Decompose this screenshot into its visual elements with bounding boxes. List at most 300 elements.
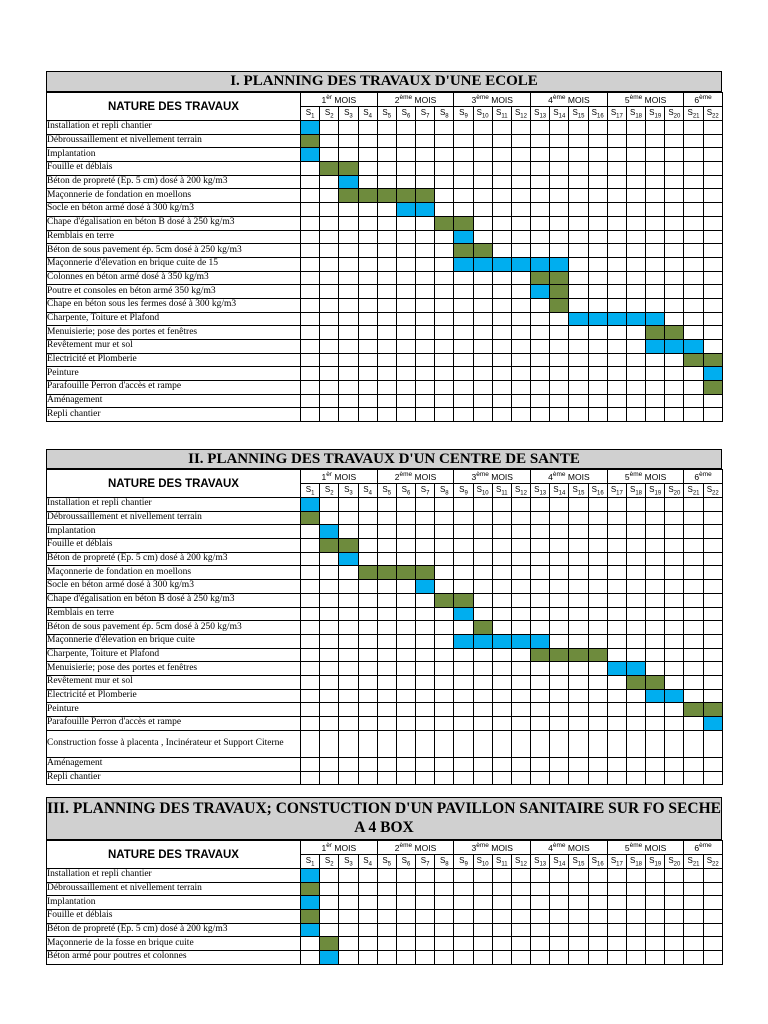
section-title: II. PLANNING DES TRAVAUX D'UN CENTRE DE SANTE bbox=[46, 449, 722, 469]
gantt-bar-green bbox=[301, 134, 320, 148]
task-label: Installation et repli chantier bbox=[47, 121, 301, 135]
gantt-cell bbox=[569, 121, 588, 135]
gantt-cell bbox=[665, 634, 684, 648]
gantt-cell bbox=[396, 498, 415, 512]
gantt-cell bbox=[416, 230, 435, 244]
gantt-cell bbox=[703, 758, 722, 772]
gantt-cell bbox=[684, 552, 703, 566]
gantt-cell bbox=[531, 539, 550, 553]
gantt-cell bbox=[435, 869, 454, 883]
task-label: Béton armé pour poutres et colonnes bbox=[47, 951, 301, 965]
gantt-cell bbox=[665, 882, 684, 896]
month-header: $1^{èr}$ MOIS bbox=[301, 93, 378, 107]
gantt-cell bbox=[626, 244, 645, 258]
gantt-cell bbox=[646, 882, 665, 896]
gantt-cell bbox=[339, 367, 358, 381]
gantt-cell bbox=[377, 498, 396, 512]
gantt-cell bbox=[358, 175, 377, 189]
gantt-cell bbox=[646, 910, 665, 924]
week-header: $S_8$ bbox=[435, 107, 454, 121]
gantt-cell bbox=[588, 552, 607, 566]
gantt-cell bbox=[607, 353, 626, 367]
gantt-cell bbox=[550, 580, 569, 594]
gantt-cell bbox=[550, 394, 569, 408]
gantt-cell bbox=[665, 162, 684, 176]
gantt-cell bbox=[473, 937, 492, 951]
gantt-cell bbox=[396, 285, 415, 299]
gantt-cell bbox=[377, 326, 396, 340]
gantt-cell bbox=[646, 869, 665, 883]
gantt-cell bbox=[320, 593, 339, 607]
gantt-cell bbox=[454, 896, 473, 910]
task-row bbox=[47, 353, 723, 367]
gantt-cell bbox=[416, 771, 435, 785]
gantt-bar-blue bbox=[511, 634, 530, 648]
gantt-cell bbox=[531, 381, 550, 395]
gantt-cell bbox=[339, 408, 358, 422]
gantt-bar-blue bbox=[454, 634, 473, 648]
week-header: $S_5$ bbox=[377, 107, 396, 121]
gantt-cell bbox=[607, 882, 626, 896]
task-label: Chape en béton sous les fermes dosé à 300 kg/m3 bbox=[47, 298, 301, 312]
gantt-cell bbox=[377, 951, 396, 965]
gantt-cell bbox=[473, 134, 492, 148]
task-label: Aménagement bbox=[47, 394, 301, 408]
gantt-cell bbox=[473, 353, 492, 367]
gantt-cell bbox=[358, 580, 377, 594]
gantt-cell bbox=[511, 896, 530, 910]
gantt-cell bbox=[358, 882, 377, 896]
gantt-cell bbox=[358, 230, 377, 244]
gantt-cell bbox=[511, 923, 530, 937]
gantt-cell bbox=[531, 244, 550, 258]
gantt-cell bbox=[569, 285, 588, 299]
gantt-cell bbox=[550, 381, 569, 395]
task-row bbox=[47, 675, 723, 689]
task-row bbox=[47, 203, 723, 217]
gantt-cell bbox=[377, 910, 396, 924]
gantt-cell bbox=[626, 923, 645, 937]
gantt-cell bbox=[607, 134, 626, 148]
gantt-cell bbox=[301, 689, 320, 703]
gantt-bar-blue bbox=[703, 367, 722, 381]
gantt-cell bbox=[396, 381, 415, 395]
gantt-cell bbox=[646, 703, 665, 717]
gantt-cell bbox=[320, 552, 339, 566]
gantt-cell bbox=[626, 552, 645, 566]
gantt-cell bbox=[492, 566, 511, 580]
gantt-cell bbox=[301, 566, 320, 580]
gantt-cell bbox=[703, 203, 722, 217]
gantt-cell bbox=[416, 937, 435, 951]
gantt-cell bbox=[588, 271, 607, 285]
gantt-cell bbox=[454, 285, 473, 299]
gantt-cell bbox=[550, 216, 569, 230]
gantt-cell bbox=[665, 367, 684, 381]
gantt-cell bbox=[607, 285, 626, 299]
gantt-cell bbox=[320, 244, 339, 258]
gantt-cell bbox=[569, 689, 588, 703]
task-label: Socle en béton armé dosé à 300 kg/m3 bbox=[47, 580, 301, 594]
gantt-cell bbox=[569, 189, 588, 203]
gantt-cell bbox=[550, 121, 569, 135]
gantt-cell bbox=[396, 340, 415, 354]
gantt-cell bbox=[703, 298, 722, 312]
gantt-cell bbox=[665, 298, 684, 312]
gantt-cell bbox=[301, 621, 320, 635]
month-header: 5ème MOIS bbox=[607, 470, 684, 484]
task-row bbox=[47, 539, 723, 553]
gantt-cell bbox=[531, 312, 550, 326]
gantt-cell bbox=[607, 340, 626, 354]
task-label: Implantation bbox=[47, 896, 301, 910]
week-header: $S_{16}$ bbox=[588, 484, 607, 498]
gantt-cell bbox=[454, 621, 473, 635]
gantt-cell bbox=[569, 244, 588, 258]
gantt-cell bbox=[396, 394, 415, 408]
gantt-cell bbox=[703, 511, 722, 525]
gantt-cell bbox=[684, 525, 703, 539]
gantt-bar-blue bbox=[301, 148, 320, 162]
gantt-cell bbox=[703, 340, 722, 354]
gantt-cell bbox=[416, 244, 435, 258]
gantt-cell bbox=[358, 134, 377, 148]
gantt-cell bbox=[684, 951, 703, 965]
gantt-cell bbox=[416, 285, 435, 299]
gantt-cell bbox=[435, 689, 454, 703]
gantt-cell bbox=[320, 511, 339, 525]
week-header: $S_{16}$ bbox=[588, 107, 607, 121]
gantt-cell bbox=[454, 675, 473, 689]
gantt-cell bbox=[550, 937, 569, 951]
gantt-cell bbox=[473, 758, 492, 772]
gantt-cell bbox=[550, 910, 569, 924]
gantt-cell bbox=[607, 593, 626, 607]
task-label: Remblais en terre bbox=[47, 230, 301, 244]
gantt-cell bbox=[377, 134, 396, 148]
gantt-cell bbox=[531, 298, 550, 312]
task-label: Implantation bbox=[47, 525, 301, 539]
gantt-cell bbox=[626, 408, 645, 422]
gantt-cell bbox=[416, 882, 435, 896]
gantt-cell bbox=[511, 703, 530, 717]
gantt-cell bbox=[626, 580, 645, 594]
gantt-cell bbox=[626, 340, 645, 354]
gantt-cell bbox=[320, 216, 339, 230]
gantt-cell bbox=[396, 675, 415, 689]
gantt-cell bbox=[607, 203, 626, 217]
gantt-bar-green bbox=[646, 675, 665, 689]
week-header: $S_9$ bbox=[454, 855, 473, 869]
gantt-cell bbox=[454, 340, 473, 354]
gantt-cell bbox=[454, 730, 473, 757]
gantt-cell bbox=[396, 326, 415, 340]
gantt-cell bbox=[301, 340, 320, 354]
gantt-cell bbox=[607, 271, 626, 285]
gantt-cell bbox=[665, 593, 684, 607]
gantt-cell bbox=[435, 937, 454, 951]
gantt-cell bbox=[396, 758, 415, 772]
task-label: Poutre et consoles en béton armé 350 kg/m3 bbox=[47, 285, 301, 299]
gantt-cell bbox=[665, 730, 684, 757]
task-row bbox=[47, 525, 723, 539]
gantt-cell bbox=[588, 689, 607, 703]
week-header: $S_4$ bbox=[358, 855, 377, 869]
gantt-cell bbox=[511, 367, 530, 381]
gantt-cell bbox=[396, 689, 415, 703]
gantt-cell bbox=[492, 593, 511, 607]
gantt-cell bbox=[684, 607, 703, 621]
week-header: $S_{12}$ bbox=[511, 484, 530, 498]
task-label: Chape d'égalisation en béton B dosé à 250 kg/m3 bbox=[47, 593, 301, 607]
gantt-cell bbox=[377, 869, 396, 883]
gantt-cell bbox=[511, 230, 530, 244]
gantt-cell bbox=[492, 230, 511, 244]
gantt-bar-blue bbox=[454, 257, 473, 271]
gantt-cell bbox=[396, 662, 415, 676]
gantt-bar-green bbox=[569, 648, 588, 662]
gantt-cell bbox=[473, 703, 492, 717]
gantt-cell bbox=[607, 703, 626, 717]
gantt-cell bbox=[703, 923, 722, 937]
gantt-cell bbox=[511, 758, 530, 772]
gantt-cell bbox=[454, 869, 473, 883]
gantt-cell bbox=[301, 607, 320, 621]
gantt-cell bbox=[646, 162, 665, 176]
gantt-cell bbox=[607, 951, 626, 965]
task-label: Maçonnerie de fondation en moellons bbox=[47, 566, 301, 580]
gantt-cell bbox=[416, 511, 435, 525]
gantt-cell bbox=[301, 937, 320, 951]
gantt-cell bbox=[492, 525, 511, 539]
gantt-cell bbox=[626, 394, 645, 408]
gantt-cell bbox=[646, 580, 665, 594]
task-row bbox=[47, 717, 723, 731]
gantt-cell bbox=[646, 148, 665, 162]
gantt-cell bbox=[416, 703, 435, 717]
week-header: $S_{11}$ bbox=[492, 855, 511, 869]
gantt-cell bbox=[703, 951, 722, 965]
gantt-cell bbox=[435, 634, 454, 648]
gantt-cell bbox=[511, 566, 530, 580]
gantt-cell bbox=[626, 882, 645, 896]
gantt-cell bbox=[569, 771, 588, 785]
gantt-cell bbox=[646, 539, 665, 553]
gantt-cell bbox=[435, 271, 454, 285]
task-label: Menuisierie; pose des portes et fenêtres bbox=[47, 662, 301, 676]
gantt-cell bbox=[396, 730, 415, 757]
week-header: $S_{21}$ bbox=[684, 107, 703, 121]
gantt-cell bbox=[626, 285, 645, 299]
gantt-bar-blue bbox=[626, 312, 645, 326]
gantt-cell bbox=[358, 394, 377, 408]
gantt-cell bbox=[511, 394, 530, 408]
gantt-cell bbox=[646, 730, 665, 757]
gantt-cell bbox=[531, 552, 550, 566]
nature-des-travaux-header: NATURE DES TRAVAUX bbox=[47, 470, 301, 498]
gantt-cell bbox=[531, 675, 550, 689]
gantt-cell bbox=[358, 408, 377, 422]
gantt-cell bbox=[358, 381, 377, 395]
gantt-cell bbox=[435, 408, 454, 422]
gantt-cell bbox=[588, 937, 607, 951]
gantt-bar-green bbox=[454, 216, 473, 230]
gantt-cell bbox=[339, 566, 358, 580]
gantt-cell bbox=[435, 717, 454, 731]
gantt-cell bbox=[684, 134, 703, 148]
gantt-cell bbox=[454, 511, 473, 525]
gantt-cell bbox=[665, 937, 684, 951]
gantt-cell bbox=[454, 134, 473, 148]
gantt-cell bbox=[569, 923, 588, 937]
gantt-cell bbox=[665, 230, 684, 244]
week-header: $S_7$ bbox=[416, 107, 435, 121]
gantt-cell bbox=[492, 621, 511, 635]
gantt-cell bbox=[358, 539, 377, 553]
gantt-cell bbox=[320, 498, 339, 512]
gantt-cell bbox=[626, 121, 645, 135]
gantt-cell bbox=[301, 525, 320, 539]
gantt-cell bbox=[511, 621, 530, 635]
gantt-cell bbox=[454, 367, 473, 381]
gantt-cell bbox=[320, 607, 339, 621]
gantt-cell bbox=[569, 134, 588, 148]
gantt-cell bbox=[454, 162, 473, 176]
week-header: $S_{11}$ bbox=[492, 484, 511, 498]
gantt-cell bbox=[703, 593, 722, 607]
gantt-cell bbox=[435, 298, 454, 312]
gantt-cell bbox=[377, 285, 396, 299]
gantt-cell bbox=[531, 923, 550, 937]
week-header: $S_{10}$ bbox=[473, 855, 492, 869]
gantt-cell bbox=[607, 394, 626, 408]
week-header: $S_2$ bbox=[320, 855, 339, 869]
gantt-cell bbox=[703, 937, 722, 951]
gantt-cell bbox=[665, 285, 684, 299]
gantt-cell bbox=[320, 326, 339, 340]
gantt-cell bbox=[665, 121, 684, 135]
gantt-cell bbox=[703, 525, 722, 539]
gantt-cell bbox=[339, 353, 358, 367]
gantt-cell bbox=[569, 634, 588, 648]
gantt-cell bbox=[607, 148, 626, 162]
gantt-cell bbox=[301, 175, 320, 189]
gantt-cell bbox=[607, 648, 626, 662]
gantt-cell bbox=[473, 662, 492, 676]
gantt-cell bbox=[473, 566, 492, 580]
gantt-cell bbox=[473, 869, 492, 883]
gantt-cell bbox=[473, 326, 492, 340]
week-header: $S_{22}$ bbox=[703, 484, 722, 498]
gantt-cell bbox=[435, 511, 454, 525]
gantt-cell bbox=[626, 298, 645, 312]
gantt-cell bbox=[396, 244, 415, 258]
gantt-cell bbox=[607, 717, 626, 731]
gantt-cell bbox=[396, 298, 415, 312]
gantt-cell bbox=[588, 662, 607, 676]
gantt-bar-blue bbox=[646, 340, 665, 354]
gantt-cell bbox=[531, 216, 550, 230]
gantt-cell bbox=[607, 230, 626, 244]
gantt-cell bbox=[473, 340, 492, 354]
gantt-cell bbox=[320, 923, 339, 937]
gantt-cell bbox=[626, 593, 645, 607]
gantt-cell bbox=[550, 148, 569, 162]
gantt-cell bbox=[588, 717, 607, 731]
gantt-cell bbox=[607, 580, 626, 594]
gantt-cell bbox=[684, 758, 703, 772]
gantt-cell bbox=[377, 730, 396, 757]
gantt-cell bbox=[435, 257, 454, 271]
gantt-cell bbox=[684, 271, 703, 285]
gantt-cell bbox=[435, 703, 454, 717]
gantt-cell bbox=[703, 662, 722, 676]
gantt-cell bbox=[550, 134, 569, 148]
gantt-cell bbox=[646, 353, 665, 367]
gantt-cell bbox=[511, 910, 530, 924]
gantt-bar-green bbox=[435, 593, 454, 607]
task-label: Socle en béton armé dosé à 300 kg/m3 bbox=[47, 203, 301, 217]
gantt-cell bbox=[646, 271, 665, 285]
gantt-cell bbox=[396, 134, 415, 148]
gantt-cell bbox=[377, 758, 396, 772]
gantt-cell bbox=[473, 148, 492, 162]
section-centre-sante bbox=[46, 449, 722, 785]
task-label: Charpente, Toiture et Plafond bbox=[47, 312, 301, 326]
gantt-cell bbox=[435, 525, 454, 539]
gantt-cell bbox=[684, 189, 703, 203]
gantt-cell bbox=[320, 408, 339, 422]
gantt-cell bbox=[607, 298, 626, 312]
gantt-cell bbox=[339, 580, 358, 594]
gantt-cell bbox=[665, 869, 684, 883]
gantt-cell bbox=[358, 634, 377, 648]
gantt-cell bbox=[531, 394, 550, 408]
gantt-cell bbox=[301, 326, 320, 340]
gantt-cell bbox=[454, 271, 473, 285]
gantt-cell bbox=[684, 511, 703, 525]
section-title: I. PLANNING DES TRAVAUX D'UNE ECOLE bbox=[46, 71, 722, 92]
gantt-cell bbox=[703, 621, 722, 635]
gantt-cell bbox=[435, 648, 454, 662]
gantt-cell bbox=[626, 937, 645, 951]
gantt-bar-green bbox=[454, 593, 473, 607]
gantt-cell bbox=[301, 394, 320, 408]
task-row bbox=[47, 703, 723, 717]
gantt-cell bbox=[531, 353, 550, 367]
planning-table bbox=[46, 92, 723, 422]
gantt-cell bbox=[358, 121, 377, 135]
gantt-cell bbox=[646, 394, 665, 408]
gantt-cell bbox=[377, 621, 396, 635]
gantt-cell bbox=[569, 271, 588, 285]
gantt-cell bbox=[339, 298, 358, 312]
gantt-cell bbox=[454, 662, 473, 676]
gantt-cell bbox=[339, 148, 358, 162]
gantt-cell bbox=[646, 662, 665, 676]
task-label: Implantation bbox=[47, 148, 301, 162]
gantt-cell bbox=[377, 703, 396, 717]
gantt-cell bbox=[703, 244, 722, 258]
gantt-cell bbox=[550, 340, 569, 354]
gantt-cell bbox=[588, 408, 607, 422]
month-header: 5ème MOIS bbox=[607, 93, 684, 107]
gantt-cell bbox=[435, 923, 454, 937]
task-row bbox=[47, 730, 723, 757]
gantt-cell bbox=[588, 634, 607, 648]
gantt-cell bbox=[435, 244, 454, 258]
gantt-bar-green bbox=[531, 648, 550, 662]
